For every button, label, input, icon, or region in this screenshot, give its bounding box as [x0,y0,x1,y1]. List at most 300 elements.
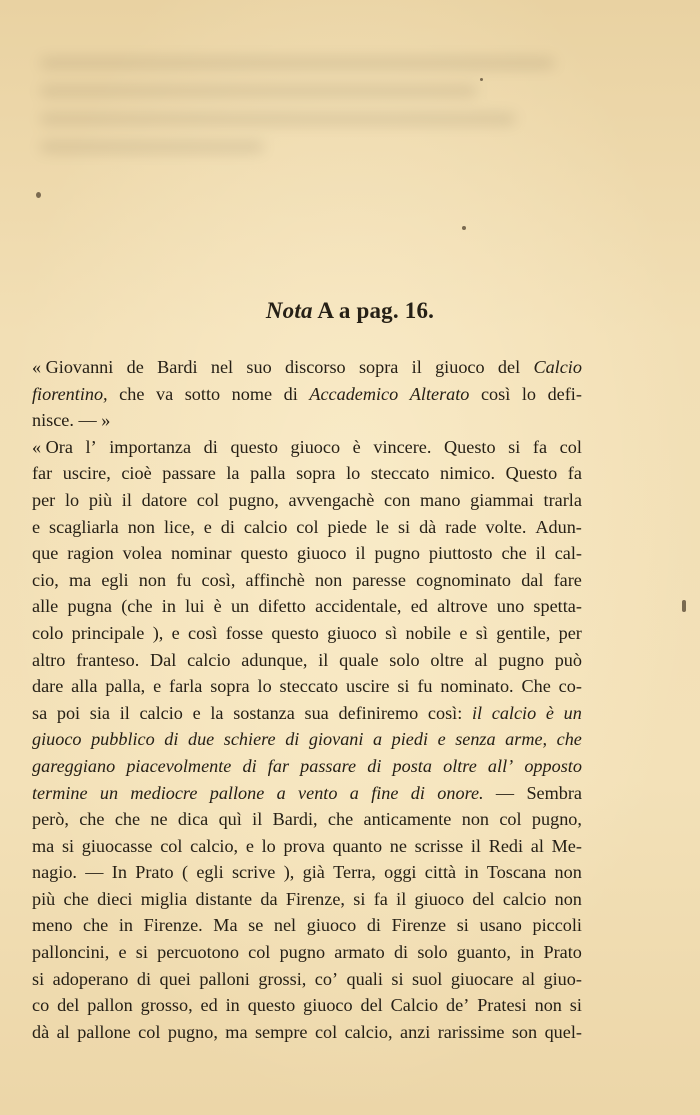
word: Calcio [533,357,582,377]
word: questo [240,543,288,564]
word: In [111,862,127,883]
word: di [393,942,409,963]
word: di [367,755,382,776]
word: col [559,436,582,457]
word: e [192,702,201,723]
word: affinchè [245,569,305,590]
word: e [153,676,162,697]
word: le [375,516,389,537]
text-line [32,806,582,833]
word: « Giovanni [32,357,114,377]
word: pallone [77,1021,131,1042]
word: pugna [67,596,112,617]
word: fosse [225,622,264,643]
word: nome [231,383,273,404]
text-line [32,859,582,886]
word: uscire, [62,463,111,484]
word: fiorentino, [32,383,108,404]
word: del [57,995,80,1016]
word: che [79,809,105,830]
word: che [501,543,527,564]
word: ma [32,835,55,856]
word: pugno, [167,1021,218,1042]
word: lui [185,596,205,617]
word: non [554,888,582,909]
word: e [203,516,212,537]
word: oltre [443,755,477,776]
word: col [499,809,522,830]
word: Toscana [486,862,547,883]
word: col [138,1021,161,1042]
word: ( [181,862,189,883]
word: calcio, [190,835,239,856]
word: lo [521,383,536,404]
word: posta [392,755,432,776]
word: Che [521,676,551,697]
word: il [535,543,546,564]
word: Terra, [333,862,376,883]
word: accidentale, [315,596,402,617]
word: si [353,888,366,909]
word: così [188,622,218,643]
word: a [349,782,359,803]
word: il [121,489,132,510]
word: che [556,729,582,750]
word: piedi [391,729,429,750]
word: ma [68,569,92,590]
word: nimico. [439,463,496,484]
word: Alterato [409,383,470,404]
note-body-text [32,354,582,1045]
word: Questo [505,463,558,484]
word: miglia [140,888,188,909]
word: passare [300,755,357,776]
word: far [267,755,290,776]
word: altrove [437,596,488,617]
word: sostanza [233,702,295,723]
word: giuoco [296,543,347,564]
word: non [534,995,562,1016]
word: la [210,702,224,723]
word: opposto [524,755,582,776]
word: pugno [374,543,420,564]
word: trarla [543,489,582,510]
word: sopra [296,463,336,484]
word: dare [32,676,64,697]
word: palloncini, [32,942,110,963]
word: del [472,888,495,909]
word: definiremo [338,702,419,723]
word: si [397,676,410,697]
word: altro [32,649,66,670]
bleed-through-text [40,40,600,250]
text-line [32,939,582,966]
word: alle [32,596,59,617]
word: e [437,729,446,750]
word: di [285,729,300,750]
word: scagliarla [49,516,119,537]
word: si [32,968,45,989]
word: ne [389,835,407,856]
word: co- [558,676,582,697]
word: è [352,436,361,457]
word: ragion [67,543,114,564]
word: oltre [430,649,464,670]
word: uno [496,596,525,617]
word: que [32,543,59,564]
word: è [213,596,222,617]
text-line [32,912,582,939]
word: oggi [384,862,417,883]
word: lo [346,463,361,484]
word: così, [201,569,236,590]
word: uscire [346,676,390,697]
word: anticamente [363,809,452,830]
word: poi [56,702,81,723]
word: anzi [400,1021,431,1042]
word: schiere [223,729,276,750]
word: può [554,649,582,670]
word: giuoco [414,888,465,909]
word: nagio. [32,862,77,883]
text-line [32,992,582,1019]
word: di [220,516,235,537]
word: giuoco [327,622,377,643]
word: giammai [470,489,534,510]
word: passare [162,463,216,484]
word: è [545,702,554,723]
word: il [252,809,263,830]
word: un [99,782,119,803]
word: un [230,596,250,617]
word: adunque, [241,649,308,670]
word: nobile [405,622,452,643]
word: avvengachè [288,489,375,510]
text-line [32,647,582,674]
word: con [384,489,411,510]
word: cioè [121,463,152,484]
word: scrisse [414,835,464,856]
word: per [32,489,56,510]
word: il [318,649,329,670]
word: armato [334,942,385,963]
word: si [569,995,582,1016]
text-line [32,886,582,913]
word: palloni [199,968,250,989]
word: si [61,835,75,856]
word: cognominato [416,569,512,590]
word: e [171,622,180,643]
word: del [360,995,383,1016]
word: si [397,516,411,537]
word: grosso, [140,995,193,1016]
word: questo [230,436,278,457]
word: cal- [554,543,582,564]
word: lo [261,835,276,856]
word: la [226,463,240,484]
word: Bardi, [272,809,318,830]
word: ed [410,596,428,617]
word: palla, [105,676,146,697]
word: ne [150,809,168,830]
note-heading-nota: Nota [265,298,313,323]
word: principale [71,622,145,643]
word: non [314,569,343,590]
word: dà [32,1021,50,1042]
word: sì [385,622,398,643]
text-line [32,1019,582,1046]
word: così [480,383,511,404]
word: fa [373,888,388,909]
word: non [461,809,489,830]
word: giovani [308,729,364,750]
word: nisce. — » [32,410,111,431]
text-line [32,753,582,780]
word: che [63,888,89,909]
word: suol [412,968,443,989]
word: paresse [352,569,406,590]
word: Dal [150,649,177,670]
word: palla [250,463,286,484]
word: calcio [187,649,231,670]
word: Firenze, [285,888,345,909]
word: a [276,782,286,803]
word: steccato [279,676,339,697]
word: sua [304,702,329,723]
word: usano [479,915,522,936]
word: steccato [370,463,430,484]
text-line [32,381,582,408]
word: in [225,995,240,1016]
word: il [471,702,483,723]
word: sopra [358,357,399,377]
word: giuocare [450,968,514,989]
word: all’ [487,755,514,776]
word: col [248,942,271,963]
text-line [32,460,582,487]
word: vento [298,782,338,803]
word: calcio [502,888,547,909]
word: sì [475,622,488,643]
word: quanto [332,835,383,856]
text-line [32,487,582,514]
word: egli [196,862,224,883]
word: Firenze. [143,915,203,936]
word: del [497,357,521,377]
word: far [32,463,53,484]
word: egli [101,569,129,590]
word: piede [327,516,367,537]
word: di [242,755,257,776]
word: (che [121,596,153,617]
text-line [32,593,582,620]
word: volte. [485,516,527,537]
word: Prato [135,862,174,883]
word: sempre [254,1021,308,1042]
word: Ma [213,915,238,936]
word: fa [532,436,548,457]
word: ma [225,1021,248,1042]
word: pugno [498,649,544,670]
word: in [520,942,535,963]
word: che [119,383,145,404]
word: Adun- [535,516,582,537]
note-heading [0,298,700,324]
word: volea [122,543,162,564]
word: al [474,649,488,670]
word: difetto [258,596,306,617]
word: però, [32,809,69,830]
word: fine [371,782,399,803]
word: a [373,729,383,750]
word: col [160,835,183,856]
word: questo [271,622,319,643]
ink-speck [36,192,41,198]
word: col [314,1021,338,1042]
word: mano [420,489,461,510]
word: fu [417,676,433,697]
word: al [530,835,544,856]
word: quei [159,968,191,989]
word: già [302,862,325,883]
text-line [32,567,582,594]
word: Prato [543,942,582,963]
word: lice, [163,516,195,537]
word: non [138,569,167,590]
word: Sembra [526,782,582,803]
word: lo [64,489,80,510]
word: dieci [97,888,133,909]
word: piccoli [532,915,582,936]
word: colo [32,622,64,643]
word: calcio [243,516,288,537]
word: per [558,622,582,643]
word: si [135,942,148,963]
text-line [32,833,582,860]
word: sia [89,702,110,723]
word: Pratesi [477,995,527,1016]
word: al [56,1021,70,1042]
word: nominar [170,543,232,564]
word: di [410,782,425,803]
word: quale [339,649,379,670]
word: quì [218,809,242,830]
word: che [114,809,141,830]
word: giuo- [543,968,582,989]
word: calcio [139,702,183,723]
word: Me- [551,835,582,856]
text-line [32,407,582,434]
word: Bardi [157,357,198,377]
word: in [161,596,176,617]
word: fa [567,463,582,484]
word: di [136,968,152,989]
word: solo [389,649,420,670]
word: da [260,888,278,909]
text-line [32,620,582,647]
word: e [118,942,127,963]
text-line [32,780,582,807]
word: fare [553,569,582,590]
word: pubblico [91,729,155,750]
word: datore [141,489,188,510]
word: Questo [444,436,496,457]
word: quali [346,968,383,989]
word: pugno [279,942,326,963]
text-line [32,514,582,541]
word: non [127,516,155,537]
note-heading-reference: A a pag. 16. [317,298,435,323]
word: grossi, [258,968,307,989]
word: giuoco [435,357,485,377]
word: piacevolmente [126,755,232,776]
word: al [521,968,536,989]
word: mediocre [130,782,198,803]
word: suo [246,357,272,377]
word: si [456,915,469,936]
word: ), [152,622,164,643]
word: meno [32,915,73,936]
word: giuocasse [81,835,153,856]
word: pugno, [228,489,279,510]
word: — [85,862,104,883]
word: dica [177,809,209,830]
word: sopra [210,676,250,697]
word: vincere. [373,436,432,457]
word: importanza [109,436,192,457]
word: più [32,888,56,909]
word: prova [283,835,325,856]
word: giuoco [290,436,341,457]
ink-speck [682,600,686,612]
word: percuotono [157,942,239,963]
word: più [88,489,113,510]
word: — [495,782,515,803]
word: ed [200,995,218,1016]
word: nel [273,915,297,936]
word: alla [71,676,98,697]
text-line [32,434,582,461]
text-line [32,354,582,381]
word: co [32,995,50,1016]
word: e [459,622,468,643]
word: questo [247,995,296,1016]
word: pugno, [531,809,582,830]
word: farla [169,676,203,697]
word: gentile, [496,622,551,643]
word: non [554,862,582,883]
word: di [203,436,218,457]
word: di [164,729,179,750]
word: piuttosto [428,543,493,564]
word: il [355,543,366,564]
word: giuoco [303,995,353,1016]
word: di [366,915,381,936]
word: pallon [87,995,133,1016]
word: si [508,436,521,457]
word: son [511,1021,538,1042]
word: nel [210,357,234,377]
text-line [32,700,582,727]
word: arme, [505,729,548,750]
word: sotto [184,383,221,404]
text-line [32,966,582,993]
word: onore. [437,782,484,803]
word: e [32,516,41,537]
word: calcio, [344,1021,393,1042]
word: cio, [32,569,59,590]
word: distante [195,888,253,909]
